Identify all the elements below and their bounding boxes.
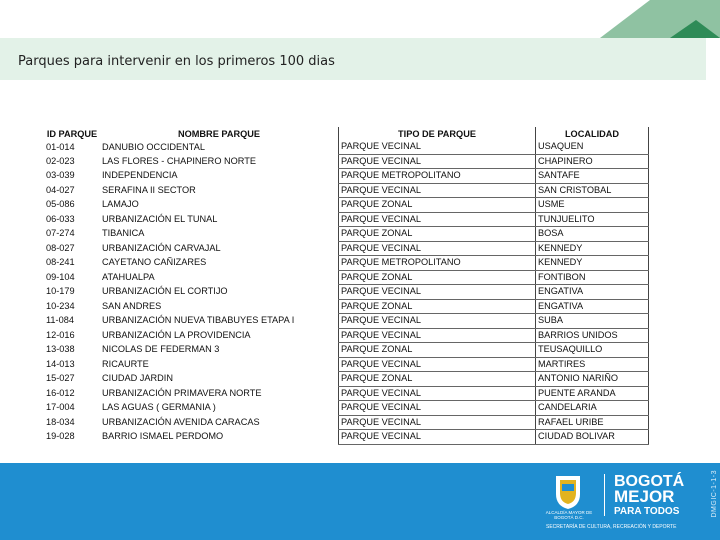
cell-locality: BARRIOS UNIDOS	[536, 328, 649, 343]
table-row	[44, 227, 649, 242]
cell-id: 14-013	[46, 358, 75, 369]
cell-locality: CIUDAD BOLIVAR	[536, 430, 649, 445]
cell-locality: KENNEDY	[536, 256, 649, 271]
cell-name: SAN ANDRES	[102, 300, 162, 311]
cell-type: PARQUE ZONAL	[339, 343, 536, 358]
cell-id: 15-027	[46, 373, 75, 384]
cell-type: PARQUE ZONAL	[339, 372, 536, 387]
header-name: NOMBRE PARQUE	[177, 128, 260, 139]
cell-locality: ENGATIVA	[536, 299, 649, 314]
cell-type: PARQUE VECINAL	[339, 212, 536, 227]
cell-locality: MARTIRES	[536, 357, 649, 372]
cell-id: 02-023	[46, 155, 75, 166]
cell-locality: RAFAEL URIBE	[536, 415, 649, 430]
cell-locality: TEUSAQUILLO	[536, 343, 649, 358]
cell-id: 06-033	[46, 213, 75, 224]
table-row	[44, 140, 649, 154]
cell-id: 13-038	[46, 344, 75, 355]
brand-line-1: BOGOTÁ	[614, 473, 685, 490]
table-row	[44, 299, 649, 314]
table-row	[44, 401, 649, 416]
table-body	[44, 140, 649, 444]
cell-name: TIBANICA	[102, 228, 145, 239]
footer-divider	[604, 474, 605, 516]
cell-type: PARQUE ZONAL	[339, 198, 536, 213]
cell-locality: FONTIBON	[536, 270, 649, 285]
cell-type: PARQUE ZONAL	[339, 299, 536, 314]
table-row	[44, 314, 649, 329]
table-row	[44, 386, 649, 401]
table-header-row	[44, 127, 649, 140]
cell-id: 19-028	[46, 431, 75, 442]
cell-locality: CANDELARIA	[536, 401, 649, 416]
cell-id: 01-014	[46, 141, 75, 152]
cell-type: PARQUE ZONAL	[339, 270, 536, 285]
cell-locality: PUENTE ARANDA	[536, 386, 649, 401]
cell-name: CIUDAD JARDIN	[102, 373, 173, 384]
cell-locality: BOSA	[536, 227, 649, 242]
cell-locality: ENGATIVA	[536, 285, 649, 300]
cell-locality: TUNJUELITO	[536, 212, 649, 227]
crest-label: ALCALDÍA MAYOR DE BOGOTÁ D.C.	[545, 510, 593, 520]
cell-name: DANUBIO OCCIDENTAL	[102, 141, 205, 152]
cell-type: PARQUE VECINAL	[339, 285, 536, 300]
table-row	[44, 256, 649, 271]
cell-locality: SANTAFE	[536, 169, 649, 184]
cell-name: URBANIZACIÓN NUEVA TIBABUYES ETAPA I	[102, 315, 295, 326]
cell-name: URBANIZACIÓN AVENIDA CARACAS	[102, 416, 260, 427]
cell-id: 17-004	[46, 402, 75, 413]
cell-type: PARQUE VECINAL	[339, 154, 536, 169]
cell-name: LAS AGUAS ( GERMANIA )	[102, 402, 216, 413]
cell-name: RICAURTE	[102, 358, 149, 369]
cell-locality: USME	[536, 198, 649, 213]
table-row	[44, 328, 649, 343]
cell-id: 05-086	[46, 199, 75, 210]
bogota-crest-icon	[548, 474, 588, 510]
cell-id: 09-104	[46, 271, 75, 282]
table-row	[44, 372, 649, 387]
cell-type: PARQUE METROPOLITANO	[339, 169, 536, 184]
cell-type: PARQUE VECINAL	[339, 314, 536, 329]
table-row	[44, 198, 649, 213]
cell-type: PARQUE VECINAL	[339, 415, 536, 430]
cell-locality: CHAPINERO	[536, 154, 649, 169]
secretaria-label: SECRETARÍA DE CULTURA, RECREACIÓN Y DEPORTE	[546, 524, 677, 530]
cell-name: URBANIZACIÓN LA PROVIDENCIA	[102, 329, 251, 340]
cell-type: PARQUE ZONAL	[339, 227, 536, 242]
table-row	[44, 415, 649, 430]
cell-locality: SAN CRISTOBAL	[536, 183, 649, 198]
cell-locality: SUBA	[536, 314, 649, 329]
header-type: TIPO DE PARQUE	[339, 127, 536, 140]
header-locality: LOCALIDAD	[536, 127, 649, 140]
cell-name: URBANIZACIÓN EL TUNAL	[102, 213, 218, 224]
cell-type: PARQUE VECINAL	[339, 328, 536, 343]
cell-name: URBANIZACIÓN CARVAJAL	[102, 242, 221, 253]
cell-id: 07-274	[46, 228, 75, 239]
cell-id: 10-179	[46, 286, 75, 297]
cell-id: 04-027	[46, 184, 75, 195]
side-code: DMGIC-1-1-3	[711, 470, 718, 518]
cell-locality: KENNEDY	[536, 241, 649, 256]
parks-table	[44, 127, 649, 445]
cell-id: 12-016	[46, 329, 75, 340]
cell-name: URBANIZACIÓN EL CORTIJO	[102, 286, 228, 297]
cell-type: PARQUE VECINAL	[339, 386, 536, 401]
cell-id: 08-241	[46, 257, 75, 268]
header-id: ID PARQUE	[46, 128, 98, 139]
table-row	[44, 183, 649, 198]
brand-line-2: MEJOR	[614, 487, 675, 506]
cell-name: NICOLAS DE FEDERMAN 3	[102, 344, 220, 355]
cell-type: PARQUE VECINAL	[339, 430, 536, 445]
brand-line-3: PARA TODOS	[614, 506, 680, 517]
cell-type: PARQUE METROPOLITANO	[339, 256, 536, 271]
cell-id: 10-234	[46, 300, 75, 311]
cell-id: 18-034	[46, 416, 75, 427]
cell-name: SERAFINA II SECTOR	[102, 184, 196, 195]
table-row	[44, 430, 649, 445]
cell-name: INDEPENDENCIA	[102, 170, 178, 181]
cell-type: PARQUE VECINAL	[339, 357, 536, 372]
cell-locality: USAQUEN	[536, 140, 649, 154]
cell-name: ATAHUALPA	[102, 271, 155, 282]
table-row	[44, 270, 649, 285]
cell-type: PARQUE VECINAL	[339, 401, 536, 416]
cell-name: URBANIZACIÓN PRIMAVERA NORTE	[102, 387, 262, 398]
page-title: Parques para intervenir en los primeros 100 dias	[18, 54, 335, 69]
brand-logo	[614, 474, 684, 519]
cell-name: LAS FLORES - CHAPINERO NORTE	[102, 155, 257, 166]
table-row	[44, 169, 649, 184]
cell-id: 11-084	[46, 315, 74, 326]
cell-type: PARQUE VECINAL	[339, 241, 536, 256]
table-row	[44, 285, 649, 300]
table-row	[44, 357, 649, 372]
cell-id: 03-039	[46, 170, 75, 181]
cell-id: 08-027	[46, 242, 75, 253]
table-row	[44, 343, 649, 358]
corner-decoration	[600, 0, 720, 60]
cell-id: 16-012	[46, 387, 75, 398]
table-row	[44, 154, 649, 169]
cell-name: LAMAJO	[102, 199, 139, 210]
cell-name: BARRIO ISMAEL PERDOMO	[102, 431, 224, 442]
table-row	[44, 212, 649, 227]
cell-name: CAYETANO CAÑIZARES	[102, 257, 207, 268]
cell-locality: ANTONIO NARIÑO	[536, 372, 649, 387]
table-row	[44, 241, 649, 256]
cell-type: PARQUE VECINAL	[339, 140, 536, 154]
cell-type: PARQUE VECINAL	[339, 183, 536, 198]
